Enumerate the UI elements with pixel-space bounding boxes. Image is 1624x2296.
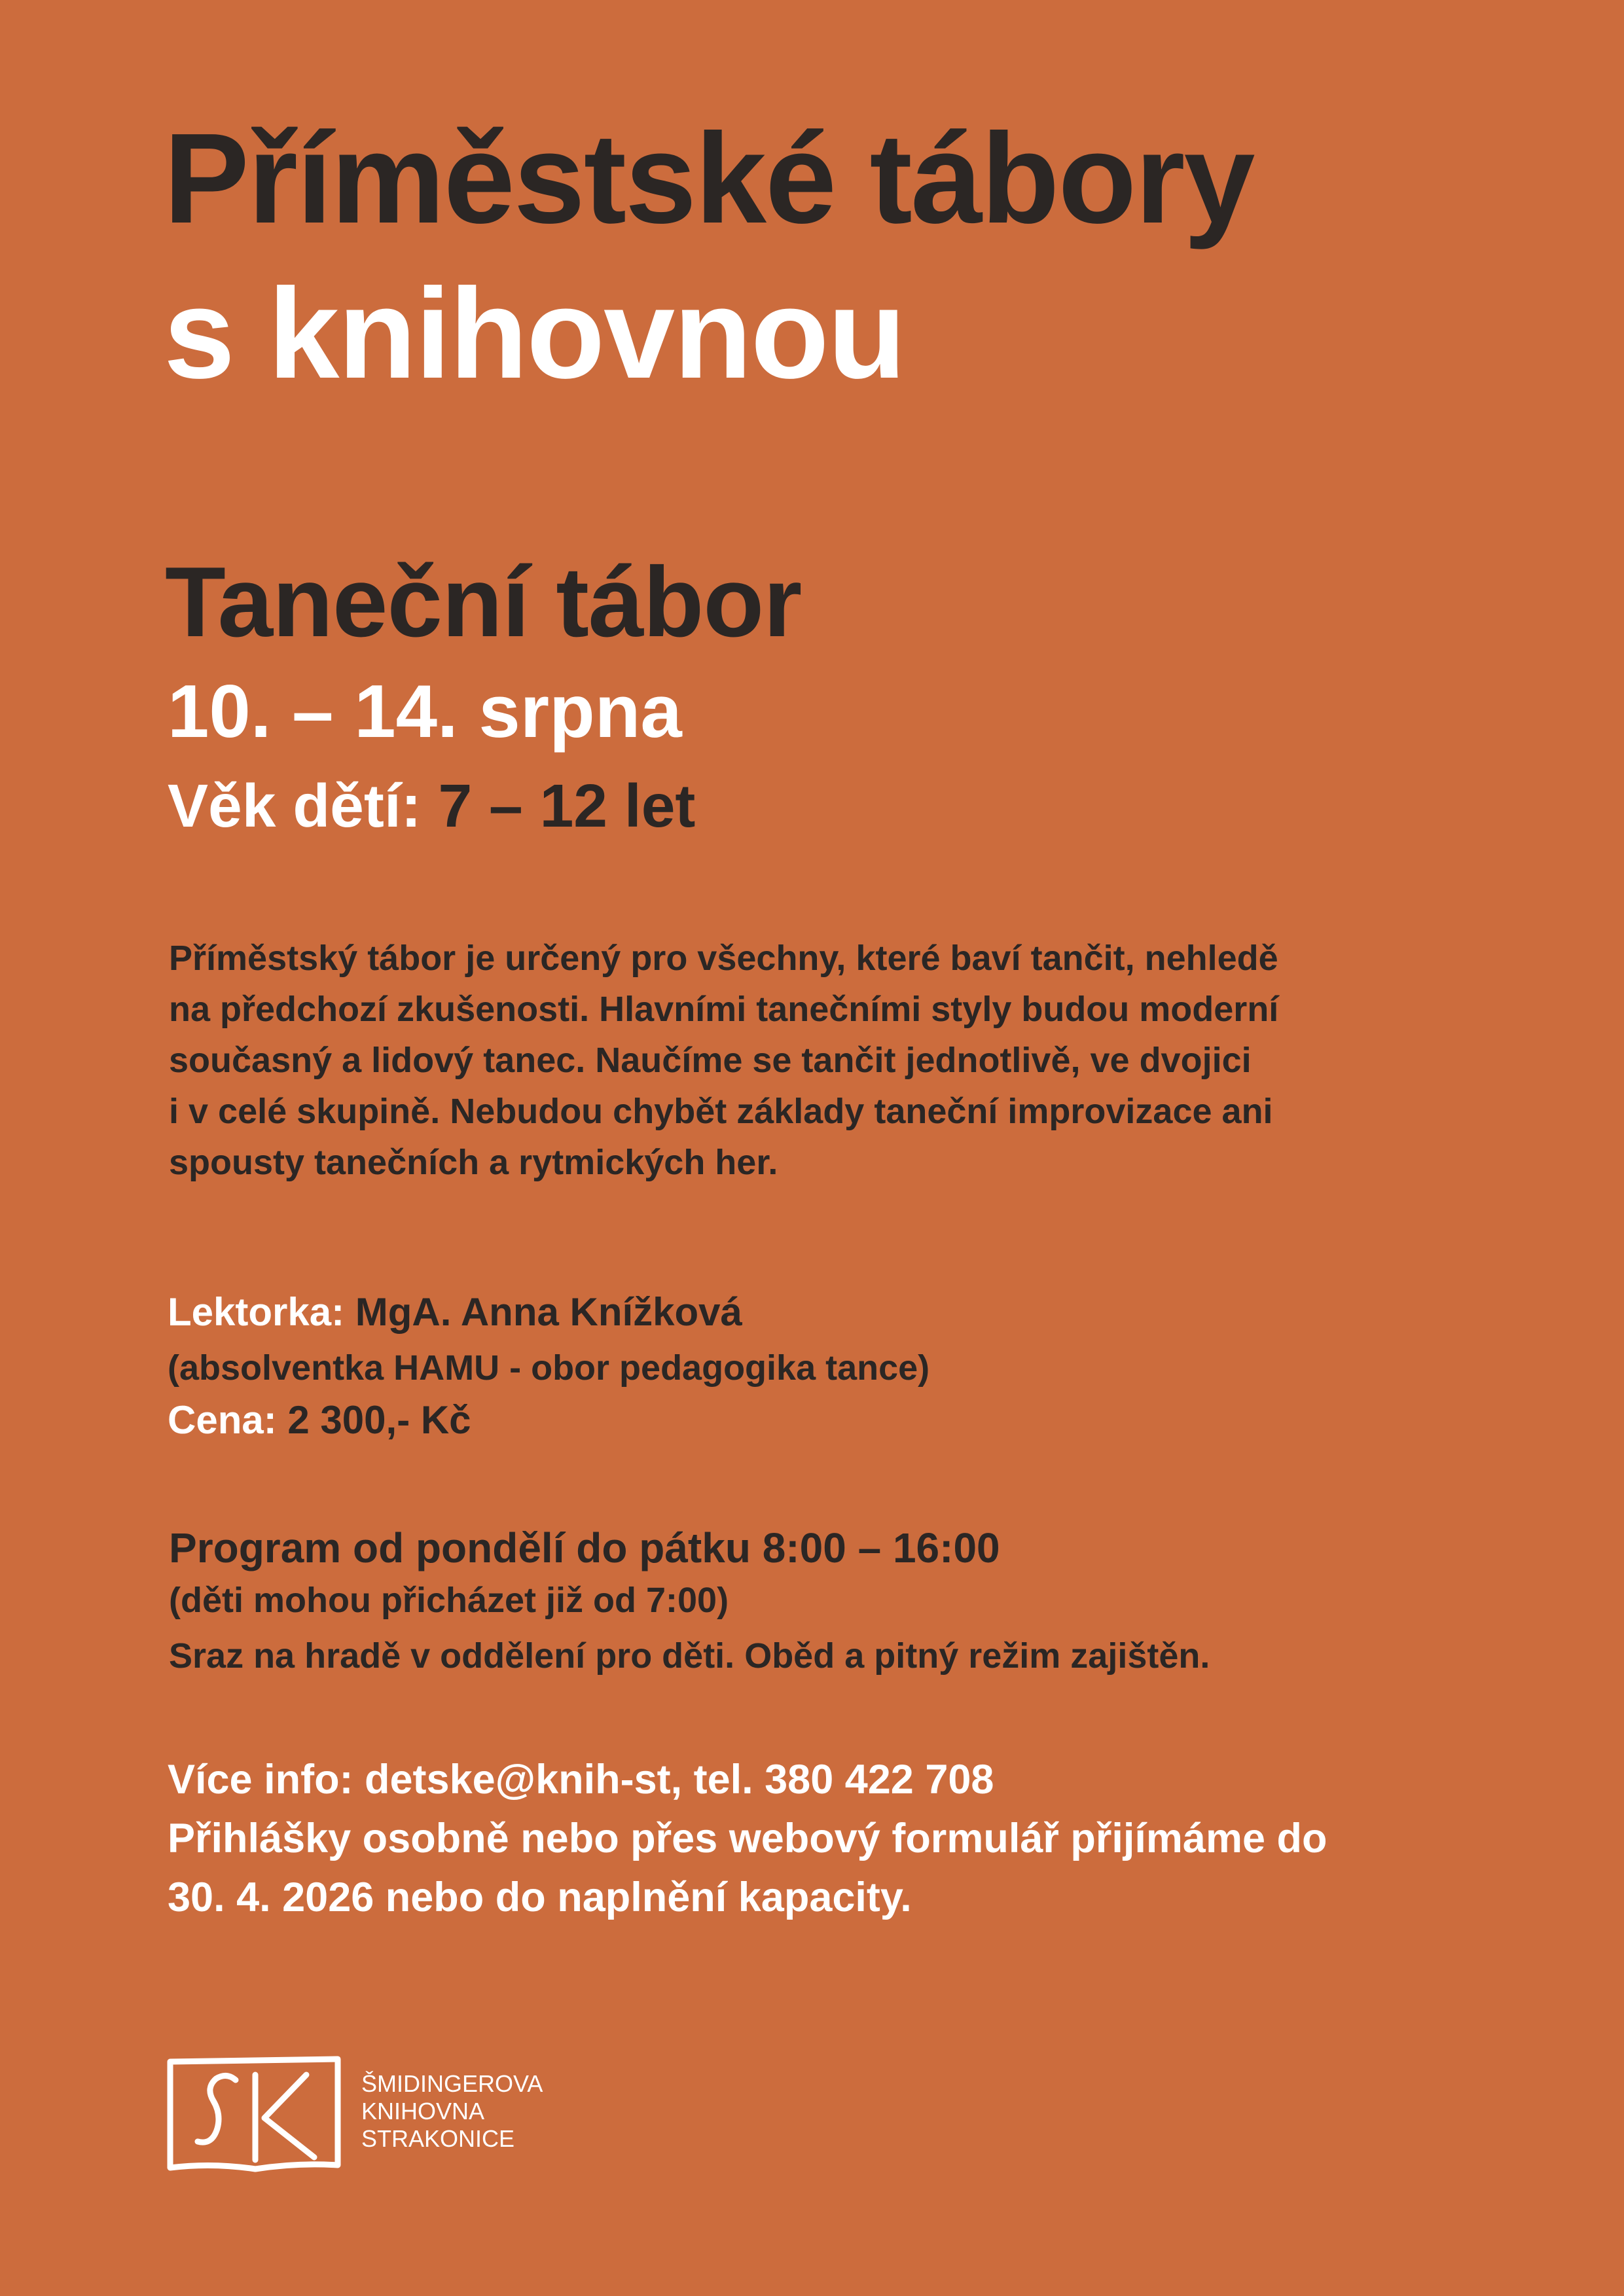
program-schedule: Program od pondělí do pátku 8:00 – 16:00 bbox=[169, 1524, 1000, 1571]
lecturer-name: MgA. Anna Knížková bbox=[355, 1290, 742, 1334]
lecturer-label: Lektorka: bbox=[168, 1290, 345, 1334]
age-range bbox=[168, 769, 695, 842]
price bbox=[168, 1394, 471, 1446]
lecturer bbox=[168, 1286, 742, 1338]
age-label: Věk dětí: bbox=[168, 772, 422, 840]
meeting-info: Sraz na hradě v oddělení pro děti. Oběd a pitný režim zajištěn. bbox=[169, 1636, 1210, 1676]
description-line: na předchozí zkušenosti. Hlavními tanečními styly budou moderní bbox=[169, 990, 1279, 1029]
camp-description bbox=[169, 933, 1478, 1188]
library-logo bbox=[166, 2055, 342, 2174]
price-value: 2 300,- Kč bbox=[287, 1398, 471, 1442]
signup-info-line-1: Přihlášky osobně nebo přes webový formulář přijímáme do bbox=[168, 1816, 1327, 1861]
lecturer-note: (absolventka HAMU - obor pedagogika tance) bbox=[168, 1348, 930, 1388]
description-line: současný a lidový tanec. Naučíme se tančit jednotlivě, ve dvojici bbox=[169, 1041, 1252, 1080]
library-name bbox=[361, 2070, 543, 2153]
contact-info: Více info: detske@knih-st, tel. 380 422 708 bbox=[168, 1757, 994, 1803]
age-value: 7 – 12 let bbox=[438, 772, 696, 840]
library-name-line: STRAKONICE bbox=[361, 2125, 515, 2152]
sk-monogram-icon bbox=[166, 2055, 342, 2174]
description-line: spousty tanečních a rytmických her. bbox=[169, 1143, 778, 1182]
page-title-line-1: Příměstské tábory bbox=[164, 107, 1254, 250]
description-line: i v celé skupině. Nebudou chybět základy taneční improvizace ani bbox=[169, 1092, 1273, 1131]
price-label: Cena: bbox=[168, 1398, 277, 1442]
signup-info-line-2: 30. 4. 2026 nebo do naplnění kapacity. bbox=[168, 1874, 912, 1920]
camp-dates: 10. – 14. srpna bbox=[168, 670, 682, 753]
program-note: (děti mohou přicházet již od 7:00) bbox=[169, 1581, 729, 1620]
page-title-line-2: s knihovnou bbox=[164, 262, 905, 405]
camp-name: Taneční tábor bbox=[165, 547, 802, 658]
library-name-line: ŠMIDINGEROVA bbox=[361, 2070, 543, 2097]
library-name-line: KNIHOVNA bbox=[361, 2098, 485, 2125]
description-line: Příměstský tábor je určený pro všechny, které baví tančit, nehledě bbox=[169, 939, 1278, 978]
